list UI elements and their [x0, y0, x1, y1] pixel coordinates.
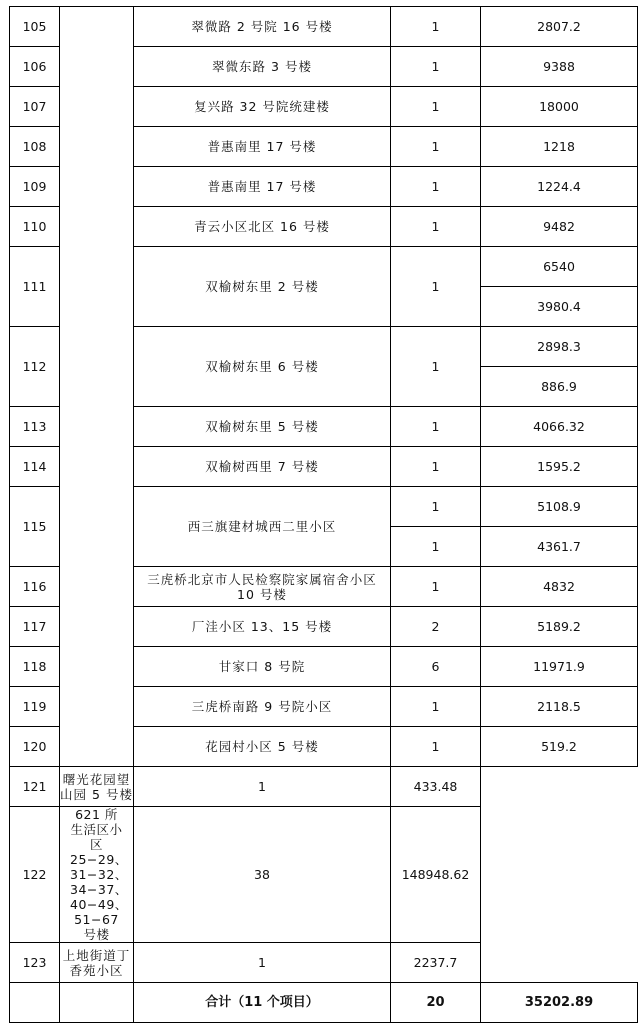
- table-row: [10, 767, 638, 807]
- community-name: 甘家口 8 号院: [134, 647, 391, 687]
- unit-count: 1: [391, 407, 481, 447]
- community-name: 双榆树东里 2 号楼: [134, 247, 391, 327]
- total-blank-cell: [10, 983, 60, 1023]
- housing-table: [9, 6, 638, 1023]
- area-value: 9482: [481, 207, 638, 247]
- unit-count: 1: [391, 87, 481, 127]
- area-value: 2237.7: [391, 943, 481, 983]
- community-name: 花园村小区 5 号楼: [134, 727, 391, 767]
- total-label: 合计（11 个项目）: [134, 983, 391, 1023]
- area-value: 4361.7: [481, 527, 638, 567]
- row-number: 106: [10, 47, 60, 87]
- area-value: 2118.5: [481, 687, 638, 727]
- row-number: 110: [10, 207, 60, 247]
- area-value: 3980.4: [481, 287, 638, 327]
- unit-count: 2: [391, 607, 481, 647]
- row-number: 117: [10, 607, 60, 647]
- unit-count: 1: [391, 207, 481, 247]
- row-number: 109: [10, 167, 60, 207]
- unit-count: 1: [391, 7, 481, 47]
- area-value: 519.2: [481, 727, 638, 767]
- area-value: 886.9: [481, 367, 638, 407]
- unit-count: 38: [134, 807, 391, 943]
- community-name: 上地街道丁香苑小区: [60, 943, 134, 983]
- table-row: [10, 7, 638, 47]
- unit-count: 1: [391, 527, 481, 567]
- community-name: 621 所生活区小区 25−29、31−32、34−37、40−49、51−67 号楼: [60, 807, 134, 943]
- row-number: 118: [10, 647, 60, 687]
- area-value: 2807.2: [481, 7, 638, 47]
- row-number: 119: [10, 687, 60, 727]
- row-number: 121: [10, 767, 60, 807]
- community-name: 三虎桥南路 9 号院小区: [134, 687, 391, 727]
- community-name: 三虎桥北京市人民检察院家属宿舍小区 10 号楼: [134, 567, 391, 607]
- community-name: 西三旗建材城西二里小区: [134, 487, 391, 567]
- row-number: 112: [10, 327, 60, 407]
- row-number: 123: [10, 943, 60, 983]
- area-value: 4832: [481, 567, 638, 607]
- unit-count: 1: [134, 767, 391, 807]
- row-number: 122: [10, 807, 60, 943]
- community-name: 双榆树东里 5 号楼: [134, 407, 391, 447]
- community-name: 普惠南里 17 号楼: [134, 167, 391, 207]
- unit-count: 1: [391, 567, 481, 607]
- row-number: 116: [10, 567, 60, 607]
- area-value: 6540: [481, 247, 638, 287]
- row-number: 113: [10, 407, 60, 447]
- row-number: 108: [10, 127, 60, 167]
- community-name: 复兴路 32 号院统建楼: [134, 87, 391, 127]
- area-value: 1595.2: [481, 447, 638, 487]
- area-value: 5189.2: [481, 607, 638, 647]
- unit-count: 1: [391, 167, 481, 207]
- community-name: 曙光花园望山园 5 号楼: [60, 767, 134, 807]
- total-blank-cell: [60, 983, 134, 1023]
- row-number: 120: [10, 727, 60, 767]
- unit-count: 1: [391, 487, 481, 527]
- community-name: 翠微路 2 号院 16 号楼: [134, 7, 391, 47]
- area-value: 5108.9: [481, 487, 638, 527]
- table-row: [10, 807, 638, 943]
- unit-count: 1: [391, 727, 481, 767]
- row-number: 105: [10, 7, 60, 47]
- unit-count: 1: [391, 47, 481, 87]
- table-row: [10, 943, 638, 983]
- blank-merged-column: [60, 7, 134, 767]
- community-name: 青云小区北区 16 号楼: [134, 207, 391, 247]
- unit-count: 1: [391, 127, 481, 167]
- unit-count: 1: [391, 687, 481, 727]
- area-value: 4066.32: [481, 407, 638, 447]
- area-value: 11971.9: [481, 647, 638, 687]
- community-name: 厂洼小区 13、15 号楼: [134, 607, 391, 647]
- unit-count: 1: [391, 327, 481, 407]
- area-value: 18000: [481, 87, 638, 127]
- area-value: 148948.62: [391, 807, 481, 943]
- row-number: 111: [10, 247, 60, 327]
- community-name: 翠微东路 3 号楼: [134, 47, 391, 87]
- area-value: 433.48: [391, 767, 481, 807]
- area-value: 1224.4: [481, 167, 638, 207]
- community-name: 双榆树东里 6 号楼: [134, 327, 391, 407]
- unit-count: 1: [134, 943, 391, 983]
- row-number: 114: [10, 447, 60, 487]
- unit-count: 1: [391, 247, 481, 327]
- community-name: 普惠南里 17 号楼: [134, 127, 391, 167]
- area-value: 2898.3: [481, 327, 638, 367]
- row-number: 107: [10, 87, 60, 127]
- total-count: 20: [391, 983, 481, 1023]
- unit-count: 6: [391, 647, 481, 687]
- area-value: 1218: [481, 127, 638, 167]
- unit-count: 1: [391, 447, 481, 487]
- community-name: 双榆树西里 7 号楼: [134, 447, 391, 487]
- total-area: 35202.89: [481, 983, 638, 1023]
- row-number: 115: [10, 487, 60, 567]
- area-value: 9388: [481, 47, 638, 87]
- total-row: [10, 983, 638, 1023]
